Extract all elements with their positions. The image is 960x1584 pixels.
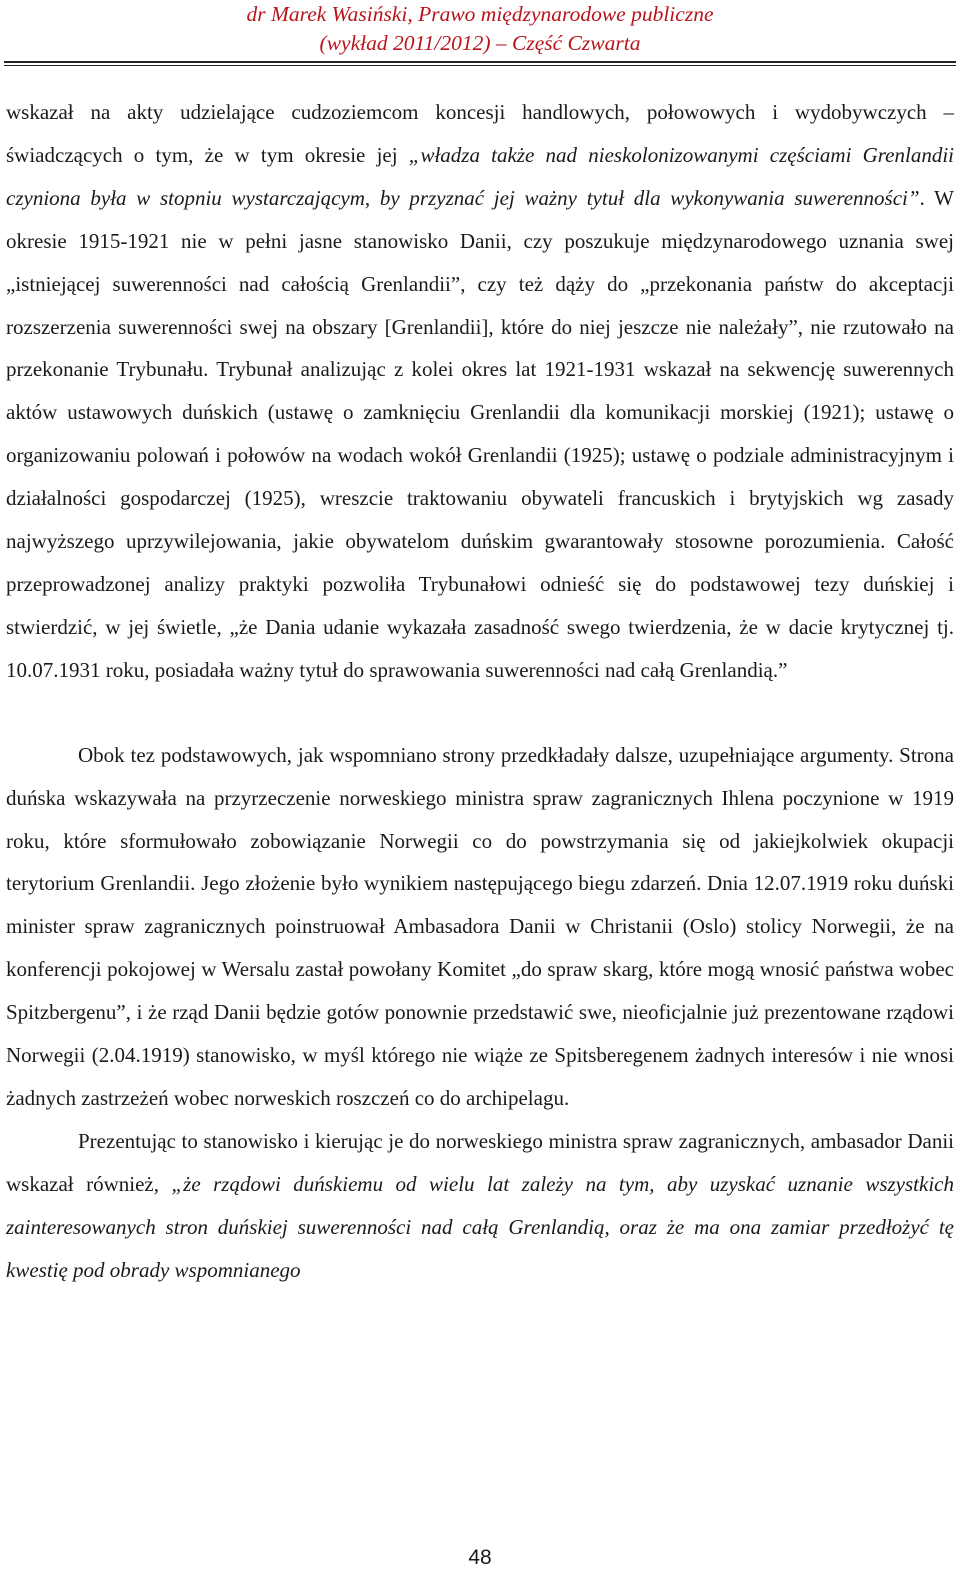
paragraph-2: Obok tez podstawowych, jak wspomniano strony przedkładały dalsze, uzupełniające argumenty. Strona duńska wskazywała na przyrzeczenie norweskiego ministra spraw zagranicznych Ihlena poczynione w 1919 roku, które sformułowało zobowiązanie Norwegii co do powstrzymania się od jakiejkolwiek okupacji terytorium Grenlandii. Jego złożenie było wynikiem następującego biegu zdarzeń. Dnia 12.07.1919 roku duński minister spraw zagranicznych poinstruował Ambasadora Danii w Christanii (Oslo) stolicy Norwegii, że na konferencji pokojowej w Wersalu zastał powołany Komitet „do spraw skarg, które mogą wnosić państwa wobec Spitzbergenu”, i że rząd Danii będzie gotów ponownie przedstawić swe, nieoficjalnie już prezentowane rządowi Norwegii (2.04.1919) stanowisko, w myśl którego nie wiąże ze Spitsberegenem żadnych interesów i nie wnosi żadnych zastrzeżeń wobec norweskich roszczeń co do archipelagu. [6, 742, 954, 1110]
page-number: 48 [468, 1546, 492, 1569]
paragraph-1-text-b: . W okresie 1915-1921 nie w pełni jasne stanowisko Danii, czy poszukuje międzynarodowego uznania swej „istniejącej suwerenności nad całością Grenlandii”, czy też dąży do „przekonania państw do akceptacji rozszerzenia suwerenności swej na obszary [Grenlandii], które do niej jeszcze nie należały”, nie rzutowało na przekonanie Trybunału. Trybunał analizując z kolei okres lat 1921-1931 wskazał na sekwencję suwerennych aktów ustawowych duńskich (ustawę o zamknięciu Grenlandii dla komunikacji morskiej (1921); ustawę o organizowaniu polowań i połowów na wodach wokół Grenlandii (1925); ustawę o podziale administracyjnym i działalności gospodarczej (1925), wreszcie traktowaniu obywateli francuskich i brytyjskich wg zasady najwyższego uprzywilejowania, jakie obywatelom duńskim gwarantowały stosowne porozumienia. Całość przeprowadzonej analizy praktyki pozwoliła Trybunałowi odnieść się do podstawowej tezy duńskiej i stwierdzić, w jej świetle, „że Dania udanie wykazała zasadność swego twierdzenia, że w dacie krytycznej tj. 10.07.1931 roku, posiadała ważny tytuł do sprawowania suwerenności nad całą Grenlandią.” [6, 185, 954, 682]
paragraph-1-quote: „władza także nad nieskolonizowanymi częściami Grenlandii czyniona była w stopniu wystarczającym, by przyznać jej ważny tytuł dla wykonywania suwerenności” [6, 142, 954, 210]
paragraph-1 [6, 91, 954, 692]
paragraph-3-text-a: Prezentując to stanowisko i kierując je do norweskiego ministra spraw zagranicznych, ambasador Danii wskazał również, [6, 1128, 954, 1196]
header-line-2: (wykład 2011/2012) – Część Czwarta [319, 31, 641, 55]
header-rule-thin [4, 65, 956, 66]
paragraph-3 [6, 1120, 954, 1292]
body-text [6, 91, 954, 1291]
header-line-1: dr Marek Wasiński, Prawo międzynarodowe publiczne [246, 2, 714, 26]
running-header [0, 0, 960, 58]
header-rule-thick [4, 61, 956, 63]
paragraph-1-text-a: wskazał na akty udzielające cudzoziemcom koncesji handlowych, połowowych i wydobywczych – świadczących o tym, że w tym okresie jej [6, 100, 954, 167]
paragraph-3-quote: „że rządowi duńskiemu od wielu lat zależy na tym, aby uzyskać uznanie wszystkich zainteresowanych stron duńskiej suwerenności nad całą Grenlandią, oraz że ma ona zamiar przedłożyć tę kwestię pod obrady wspomnianego [6, 1171, 954, 1282]
